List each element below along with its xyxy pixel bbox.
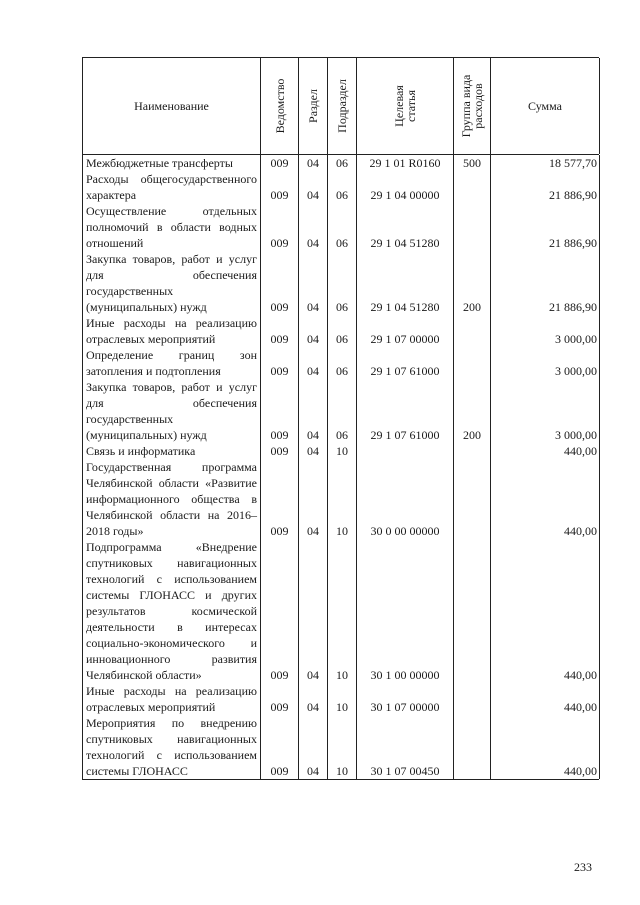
row-subsection: 10	[328, 683, 357, 715]
row-name: Подпрограмма «Внедрение спутниковых навигационных технологий с использованием системы ГЛОНАСС и других результатов космической деятельности в интересах социально-экономического и инновационного развития Челябинской области»	[83, 539, 261, 683]
row-name: Межбюджетные трансферты	[83, 155, 261, 171]
row-sum: 21 886,90	[491, 171, 600, 203]
row-section: 04	[299, 155, 328, 171]
row-target: 29 1 04 51280	[357, 251, 454, 315]
table-row	[83, 443, 599, 459]
row-group	[454, 203, 491, 251]
row-target: 29 1 07 61000	[357, 347, 454, 379]
row-group: 200	[454, 379, 491, 443]
header-group-cell	[454, 58, 491, 154]
row-name: Осуществление отдельных полномочий в области водных отношений	[83, 203, 261, 251]
row-subsection: 06	[328, 315, 357, 347]
row-section: 04	[299, 347, 328, 379]
budget-table	[82, 57, 599, 780]
row-section: 04	[299, 539, 328, 683]
row-sum: 440,00	[491, 443, 600, 459]
header-subsection: Подраздел	[335, 79, 349, 133]
row-name: Закупка товаров, работ и услуг для обеспечения государственных (муниципальных) нужд	[83, 251, 261, 315]
row-dept: 009	[261, 459, 299, 539]
table-row	[83, 539, 599, 683]
header-group: Группа вида расходов	[459, 74, 485, 138]
table-row	[83, 251, 599, 315]
row-section: 04	[299, 171, 328, 203]
header-target: Целевая статья	[392, 85, 418, 127]
row-group	[454, 539, 491, 683]
row-sum: 3 000,00	[491, 379, 600, 443]
row-subsection: 10	[328, 715, 357, 779]
row-group	[454, 315, 491, 347]
row-subsection: 06	[328, 347, 357, 379]
row-sum: 440,00	[491, 539, 600, 683]
table-row	[83, 459, 599, 539]
row-section: 04	[299, 379, 328, 443]
table-header	[82, 57, 599, 155]
row-sum: 3 000,00	[491, 347, 600, 379]
row-sum: 440,00	[491, 683, 600, 715]
row-target: 29 1 04 51280	[357, 203, 454, 251]
row-dept: 009	[261, 251, 299, 315]
table-row	[83, 347, 599, 379]
row-dept: 009	[261, 315, 299, 347]
table-row	[83, 155, 599, 171]
row-name: Связь и информатика	[83, 443, 261, 459]
row-subsection: 06	[328, 203, 357, 251]
row-sum: 18 577,70	[491, 155, 600, 171]
row-group	[454, 683, 491, 715]
row-section: 04	[299, 683, 328, 715]
row-target: 30 0 00 00000	[357, 459, 454, 539]
row-dept: 009	[261, 347, 299, 379]
header-subsection-cell	[328, 58, 357, 154]
header-target-cell	[357, 58, 454, 154]
table-row	[83, 683, 599, 715]
table-row	[83, 171, 599, 203]
table-row	[83, 203, 599, 251]
row-name: Определение границ зон затопления и подтопления	[83, 347, 261, 379]
header-dept-cell	[261, 58, 299, 154]
row-dept: 009	[261, 203, 299, 251]
row-subsection: 10	[328, 539, 357, 683]
row-dept: 009	[261, 715, 299, 779]
row-target: 29 1 07 61000	[357, 379, 454, 443]
row-name: Иные расходы на реализацию отраслевых мероприятий	[83, 683, 261, 715]
header-sum: Сумма	[491, 58, 600, 154]
row-group	[454, 715, 491, 779]
row-subsection: 10	[328, 459, 357, 539]
row-sum: 21 886,90	[491, 203, 600, 251]
row-target: 30 1 07 00450	[357, 715, 454, 779]
row-subsection: 06	[328, 155, 357, 171]
row-dept: 009	[261, 683, 299, 715]
header-name: Наименование	[83, 58, 261, 154]
row-name: Государственная программа Челябинской области «Развитие информационного общества в Челябинской области на 2016–2018 годы»	[83, 459, 261, 539]
row-dept: 009	[261, 155, 299, 171]
row-section: 04	[299, 315, 328, 347]
row-group: 200	[454, 251, 491, 315]
row-name: Мероприятия по внедрению спутниковых навигационных технологий с использованием системы ГЛОНАСС	[83, 715, 261, 779]
row-target	[357, 443, 454, 459]
row-dept: 009	[261, 379, 299, 443]
row-group	[454, 443, 491, 459]
row-target: 29 1 01 R0160	[357, 155, 454, 171]
row-section: 04	[299, 715, 328, 779]
page-number: 233	[574, 860, 592, 874]
row-dept: 009	[261, 443, 299, 459]
header-section-cell	[299, 58, 328, 154]
row-sum: 21 886,90	[491, 251, 600, 315]
row-dept: 009	[261, 171, 299, 203]
row-subsection: 10	[328, 443, 357, 459]
row-group: 500	[454, 155, 491, 171]
row-section: 04	[299, 251, 328, 315]
table-row	[83, 715, 599, 779]
row-group	[454, 347, 491, 379]
row-sum: 440,00	[491, 459, 600, 539]
table-row	[83, 315, 599, 347]
row-subsection: 06	[328, 251, 357, 315]
row-name: Иные расходы на реализацию отраслевых мероприятий	[83, 315, 261, 347]
row-group	[454, 459, 491, 539]
row-group	[454, 171, 491, 203]
row-section: 04	[299, 459, 328, 539]
row-section: 04	[299, 203, 328, 251]
row-sum: 440,00	[491, 715, 600, 779]
row-section: 04	[299, 443, 328, 459]
header-dept: Ведомство	[272, 78, 287, 134]
row-name: Закупка товаров, работ и услуг для обеспечения государственных (муниципальных) нужд	[83, 379, 261, 443]
row-sum: 3 000,00	[491, 315, 600, 347]
row-target: 30 1 00 00000	[357, 539, 454, 683]
row-target: 29 1 07 00000	[357, 315, 454, 347]
row-dept: 009	[261, 539, 299, 683]
table-body	[82, 155, 599, 780]
row-target: 30 1 07 00000	[357, 683, 454, 715]
row-name: Расходы общегосударственного характера	[83, 171, 261, 203]
header-section: Раздел	[306, 89, 320, 123]
row-subsection: 06	[328, 171, 357, 203]
table-row	[83, 379, 599, 443]
row-subsection: 06	[328, 379, 357, 443]
row-target: 29 1 04 00000	[357, 171, 454, 203]
